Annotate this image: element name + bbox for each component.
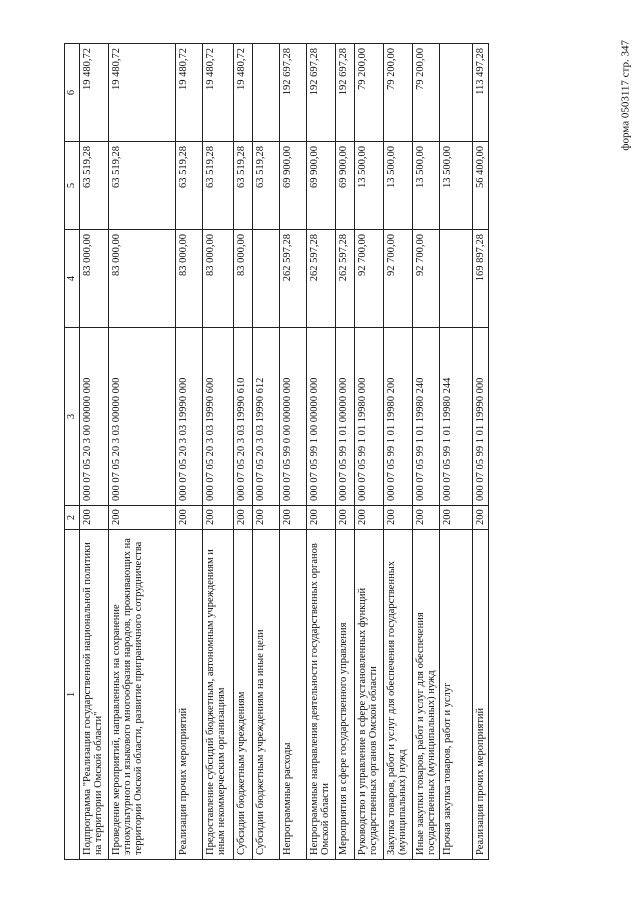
row-name: Подпрограмма "Реализация государственной национальной политики на территории Омской области": [80, 530, 109, 860]
row-budget-code: 000 07 05 20 3 03 19990 000: [176, 328, 203, 506]
table-row: [109, 44, 176, 860]
row-name: Иные закупки товаров, работ и услуг для обеспечения государственных (муниципальных) нужд: [413, 530, 440, 860]
row-budget-code: 000 07 05 99 1 01 19980 240: [413, 328, 440, 506]
table-row: [176, 44, 203, 860]
row-remaining: [253, 44, 280, 142]
row-name: Реализация прочих мероприятий: [176, 530, 203, 860]
row-name: Прочая закупка товаров, работ и услуг: [440, 530, 473, 860]
row-approved: 83 000,00: [176, 230, 203, 328]
table-row: [355, 44, 384, 860]
row-budget-code: 000 07 05 20 3 03 00000 000: [109, 328, 176, 506]
row-remaining: 192 697,28: [280, 44, 307, 142]
row-line-code: 200: [440, 506, 473, 530]
row-remaining: 192 697,28: [307, 44, 336, 142]
table-row: [473, 44, 489, 860]
row-budget-code: 000 07 05 99 1 01 19980 244: [440, 328, 473, 506]
row-name: Непрограммные направления деятельности государственных органов Омской области: [307, 530, 336, 860]
row-remaining: 19 480,72: [203, 44, 234, 142]
row-budget-code: 000 07 05 20 3 03 19990 600: [203, 328, 234, 506]
row-line-code: 200: [280, 506, 307, 530]
row-executed: 13 500,00: [355, 142, 384, 230]
header-cell-1: 1: [65, 530, 80, 860]
row-executed: 13 500,00: [440, 142, 473, 230]
row-executed: 63 519,28: [109, 142, 176, 230]
row-name: Субсидии бюджетным учреждениям: [234, 530, 253, 860]
row-budget-code: 000 07 05 99 0 00 00000 000: [280, 328, 307, 506]
row-approved: 83 000,00: [109, 230, 176, 328]
row-approved: 83 000,00: [234, 230, 253, 328]
row-executed: 69 900,00: [307, 142, 336, 230]
table-body: [80, 44, 489, 860]
row-line-code: 200: [307, 506, 336, 530]
row-line-code: 200: [473, 506, 489, 530]
row-line-code: 200: [176, 506, 203, 530]
row-budget-code: 000 07 05 99 1 01 19980 000: [355, 328, 384, 506]
row-approved: 262 597,28: [336, 230, 355, 328]
row-remaining: 192 697,28: [336, 44, 355, 142]
row-remaining: [440, 44, 473, 142]
row-executed: 63 519,28: [234, 142, 253, 230]
row-executed: 56 400,00: [473, 142, 489, 230]
row-budget-code: 000 07 05 99 1 01 19980 200: [384, 328, 413, 506]
row-approved: 262 597,28: [307, 230, 336, 328]
row-approved: 83 000,00: [203, 230, 234, 328]
row-budget-code: 000 07 05 99 1 01 00000 000: [336, 328, 355, 506]
row-name: Проведение мероприятий, направленных на сохранение этнокультурного и языкового многообразия народов, проживающих на территории Омской области, развитие приграничного сотрудничества: [109, 530, 176, 860]
row-approved: [253, 230, 280, 328]
row-remaining: 19 480,72: [234, 44, 253, 142]
table-row: [336, 44, 355, 860]
row-approved: 92 700,00: [355, 230, 384, 328]
header-cell-3: 3: [65, 328, 80, 506]
table-row: [234, 44, 253, 860]
row-budget-code: 000 07 05 99 1 01 19990 000: [473, 328, 489, 506]
row-name: Непрограммные расходы: [280, 530, 307, 860]
budget-table: [64, 43, 489, 860]
row-remaining: 19 480,72: [109, 44, 176, 142]
row-name: Реализация прочих мероприятий: [473, 530, 489, 860]
row-line-code: 200: [80, 506, 109, 530]
row-line-code: 200: [203, 506, 234, 530]
row-remaining: 19 480,72: [80, 44, 109, 142]
row-approved: [440, 230, 473, 328]
row-executed: 13 500,00: [384, 142, 413, 230]
table-row: [280, 44, 307, 860]
row-line-code: 200: [234, 506, 253, 530]
row-line-code: 200: [336, 506, 355, 530]
table-row: [440, 44, 473, 860]
table-row: [253, 44, 280, 860]
row-remaining: 79 200,00: [413, 44, 440, 142]
row-budget-code: 000 07 05 20 3 03 19990 612: [253, 328, 280, 506]
table-row: [384, 44, 413, 860]
row-executed: 69 900,00: [336, 142, 355, 230]
row-executed: 63 519,28: [176, 142, 203, 230]
row-approved: 83 000,00: [80, 230, 109, 328]
header-cell-5: 5: [65, 142, 80, 230]
row-name: Мероприятия в сфере государственного управления: [336, 530, 355, 860]
row-approved: 262 597,28: [280, 230, 307, 328]
row-remaining: 79 200,00: [384, 44, 413, 142]
row-executed: 69 900,00: [280, 142, 307, 230]
row-remaining: 79 200,00: [355, 44, 384, 142]
row-budget-code: 000 07 05 99 1 00 00000 000: [307, 328, 336, 506]
form-label: форма 0503117 стр. 347: [620, 40, 632, 151]
row-name: Руководство и управление в сфере установленных функций государственных органов Омской области: [355, 530, 384, 860]
row-budget-code: 000 07 05 20 3 00 00000 000: [80, 328, 109, 506]
row-executed: 63 519,28: [80, 142, 109, 230]
rotated-page: [64, 44, 564, 860]
table-row: [307, 44, 336, 860]
header-cell-6: 6: [65, 44, 80, 142]
row-approved: 92 700,00: [413, 230, 440, 328]
row-executed: 13 500,00: [413, 142, 440, 230]
row-line-code: 200: [109, 506, 176, 530]
header-row: [65, 44, 80, 860]
row-executed: 63 519,28: [203, 142, 234, 230]
row-name: Предоставление субсидий бюджетным, автономным учреждениям и иным некоммерческим организациям: [203, 530, 234, 860]
row-name: Закупка товаров, работ и услуг для обеспечения государственных (муниципальных) нужд: [384, 530, 413, 860]
row-approved: 169 897,28: [473, 230, 489, 328]
row-remaining: 19 480,72: [176, 44, 203, 142]
row-executed: 63 519,28: [253, 142, 280, 230]
header-cell-4: 4: [65, 230, 80, 328]
row-line-code: 200: [413, 506, 440, 530]
table-row: [413, 44, 440, 860]
row-name: Субсидии бюджетным учреждениям на иные цели: [253, 530, 280, 860]
table-row: [80, 44, 109, 860]
row-budget-code: 000 07 05 20 3 03 19990 610: [234, 328, 253, 506]
row-line-code: 200: [355, 506, 384, 530]
header-cell-2: 2: [65, 506, 80, 530]
row-line-code: 200: [384, 506, 413, 530]
row-approved: 92 700,00: [384, 230, 413, 328]
table-row: [203, 44, 234, 860]
row-line-code: 200: [253, 506, 280, 530]
row-remaining: 113 497,28: [473, 44, 489, 142]
